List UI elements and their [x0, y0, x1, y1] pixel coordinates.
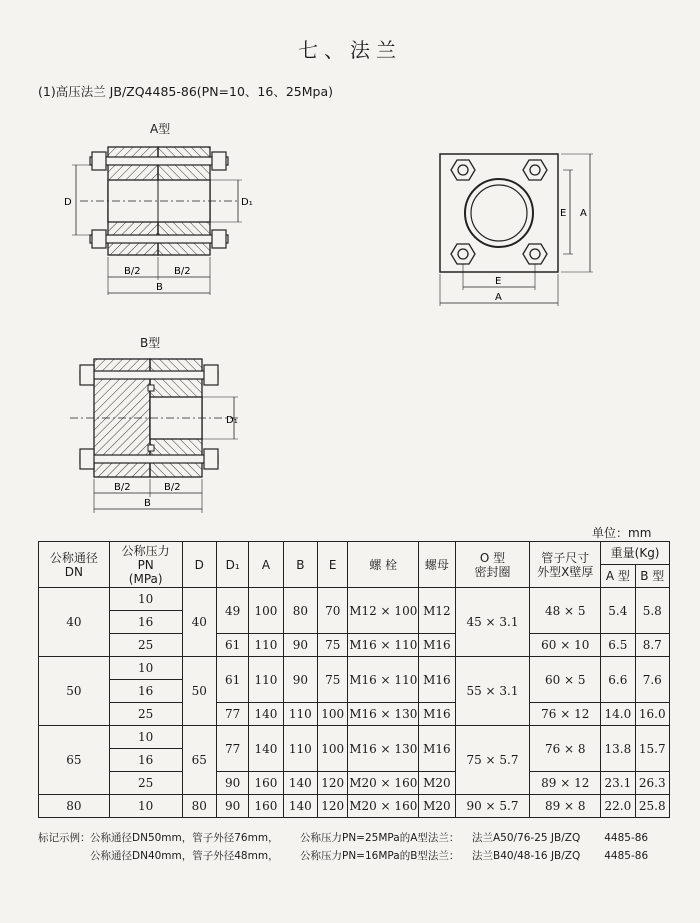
note-line1-d: 4485-86 [604, 832, 649, 844]
note-line1-c: 法兰A50/76-25 JB/ZQ [472, 832, 581, 844]
cell-weight-b: 16.0 [635, 703, 669, 726]
cell-bolt: M12 × 100 [348, 588, 419, 634]
header-b: B [283, 542, 317, 588]
note-line2-d: 4485-86 [604, 850, 649, 862]
cell-d: 50 [182, 657, 216, 726]
marking-example-row [38, 847, 678, 865]
cell-b: 90 [283, 657, 317, 703]
cell-oring: 55 × 3.1 [455, 657, 530, 726]
cell-pn: 16 [109, 680, 182, 703]
cell-pn: 25 [109, 703, 182, 726]
cell-b: 140 [283, 795, 317, 818]
cell-bolt: M20 × 160 [348, 772, 419, 795]
cell-d: 80 [182, 795, 216, 818]
cell-b: 90 [283, 634, 317, 657]
cell-nut: M16 [419, 726, 455, 772]
cell-b: 80 [283, 588, 317, 634]
cell-e: 100 [318, 703, 348, 726]
cell-e: 75 [318, 634, 348, 657]
type-b-dim-b2-right-label: B/2 [164, 482, 181, 493]
cell-weight-b: 7.6 [635, 657, 669, 703]
cell-nut: M12 [419, 588, 455, 634]
cell-oring: 75 × 5.7 [455, 726, 530, 795]
header-pipe-line1: 管子尺寸 [541, 550, 590, 565]
cell-bolt: M16 × 110 [348, 634, 419, 657]
cell-e: 100 [318, 726, 348, 772]
unit-note: 单位：mm [592, 526, 652, 540]
cell-bolt: M20 × 160 [348, 795, 419, 818]
marking-examples [38, 829, 678, 865]
header-dn: 公称通径 DN [39, 542, 110, 588]
cell-a: 110 [249, 634, 283, 657]
cell-d1: 77 [216, 703, 248, 726]
type-b-dim-d1-label: D₁ [226, 415, 238, 426]
cell-pipe: 76 × 8 [530, 726, 601, 772]
header-weight-a: A 型 [601, 565, 635, 588]
header-pipe-line2: 外型X壁厚 [537, 564, 594, 579]
header-pn-line2: PN [137, 557, 154, 572]
note-line2-c: 法兰B40/48-16 JB/ZQ [472, 850, 581, 862]
dim-b-label: B [156, 282, 163, 293]
cell-pn: 16 [109, 611, 182, 634]
cell-pipe: 48 × 5 [530, 588, 601, 634]
table-row [39, 634, 670, 657]
header-oring-line2: 密封圈 [474, 564, 511, 579]
cell-pipe: 60 × 5 [530, 657, 601, 703]
cell-weight-b: 15.7 [635, 726, 669, 772]
cell-d1: 61 [216, 657, 248, 703]
note-line2-b: 公称压力PN=16MPa的B型法兰： [300, 850, 460, 862]
cell-e: 120 [318, 795, 348, 818]
cell-a: 110 [249, 657, 283, 703]
cell-pn: 25 [109, 772, 182, 795]
cell-e: 75 [318, 657, 348, 703]
cell-a: 140 [249, 703, 283, 726]
header-oring-line1: O 型 [479, 550, 506, 565]
table-row [39, 703, 670, 726]
cell-weight-b: 5.8 [635, 588, 669, 634]
header-d1: D₁ [216, 542, 248, 588]
cell-nut: M20 [419, 772, 455, 795]
type-b-dim-b-label: B [144, 498, 151, 509]
cell-nut: M16 [419, 634, 455, 657]
flange-spec-table [38, 541, 670, 818]
dim-d-label: D [64, 197, 72, 208]
cell-pn: 16 [109, 749, 182, 772]
front-dim-a-side-label: A [580, 208, 587, 219]
table-row [39, 588, 670, 611]
cell-bolt: M16 × 130 [348, 703, 419, 726]
cell-a: 100 [249, 588, 283, 634]
type-b-section-drawing [60, 345, 260, 517]
section-heading: (1)高压法兰 JB/ZQ4485-86(PN=10、16、25Mpa) [38, 84, 333, 99]
type-b-dim-b2-left-label: B/2 [114, 482, 131, 493]
page-title: 七、法兰 [298, 38, 402, 62]
header-d: D [182, 542, 216, 588]
cell-weight-a: 23.1 [601, 772, 635, 795]
note-line2-a: 公称通径DN40mm，管子外径48mm， [90, 850, 279, 862]
cell-weight-a: 5.4 [601, 588, 635, 634]
header-pn [109, 542, 182, 588]
cell-d1: 49 [216, 588, 248, 634]
cell-weight-a: 13.8 [601, 726, 635, 772]
cell-dn: 40 [39, 588, 110, 657]
cell-nut: M20 [419, 795, 455, 818]
cell-a: 160 [249, 795, 283, 818]
cell-d1: 90 [216, 795, 248, 818]
cell-pipe: 89 × 8 [530, 795, 601, 818]
header-e: E [318, 542, 348, 588]
type-a-section-drawing [60, 135, 260, 305]
dim-b2-right-label: B/2 [174, 266, 191, 277]
type-b-label: B型 [140, 336, 161, 350]
header-pn-line3: (MPa) [128, 571, 163, 586]
flange-front-view-drawing [425, 150, 605, 310]
cell-e: 120 [318, 772, 348, 795]
cell-pn: 10 [109, 726, 182, 749]
cell-oring: 90 × 5.7 [455, 795, 530, 818]
cell-d: 40 [182, 588, 216, 657]
cell-oring: 45 × 3.1 [455, 588, 530, 657]
cell-weight-a: 6.6 [601, 657, 635, 703]
header-bolt: 螺 栓 [348, 542, 419, 588]
dim-d1-label: D₁ [241, 197, 253, 208]
cell-pn: 10 [109, 588, 182, 611]
cell-nut: M16 [419, 657, 455, 703]
cell-dn: 50 [39, 657, 110, 726]
note-line1-a: 公称通径DN50mm，管子外径76mm， [90, 832, 279, 844]
cell-b: 110 [283, 703, 317, 726]
cell-pipe: 76 × 12 [530, 703, 601, 726]
table-body [39, 588, 670, 818]
header-nut: 螺母 [419, 542, 455, 588]
cell-weight-b: 25.8 [635, 795, 669, 818]
header-a: A [249, 542, 283, 588]
cell-pn: 10 [109, 657, 182, 680]
marking-example-row [38, 829, 678, 847]
header-weight: 重量(Kg) [601, 542, 670, 565]
cell-weight-a: 22.0 [601, 795, 635, 818]
header-weight-b: B 型 [635, 565, 669, 588]
header-oring [455, 542, 530, 588]
cell-bolt: M16 × 130 [348, 726, 419, 772]
cell-weight-b: 8.7 [635, 634, 669, 657]
cell-pn: 10 [109, 795, 182, 818]
front-dim-e-bottom-label: E [495, 276, 502, 287]
table-row [39, 726, 670, 749]
cell-nut: M16 [419, 703, 455, 726]
cell-pn: 25 [109, 634, 182, 657]
cell-pipe: 60 × 10 [530, 634, 601, 657]
cell-weight-a: 6.5 [601, 634, 635, 657]
table-row [39, 795, 670, 818]
front-dim-e-side-label: E [560, 208, 567, 219]
cell-pipe: 89 × 12 [530, 772, 601, 795]
cell-dn: 80 [39, 795, 110, 818]
cell-d1: 90 [216, 772, 248, 795]
dim-b2-left-label: B/2 [124, 266, 141, 277]
header-pipe [530, 542, 601, 588]
cell-a: 160 [249, 772, 283, 795]
type-a-label: A型 [150, 122, 171, 136]
cell-bolt: M16 × 110 [348, 657, 419, 703]
cell-e: 70 [318, 588, 348, 634]
cell-dn: 65 [39, 726, 110, 795]
cell-b: 110 [283, 726, 317, 772]
cell-d1: 77 [216, 726, 248, 772]
header-pn-line1: 公称压力 [121, 543, 170, 558]
cell-d1: 61 [216, 634, 248, 657]
front-dim-a-bottom-label: A [495, 292, 502, 303]
cell-a: 140 [249, 726, 283, 772]
table-row [39, 772, 670, 795]
cell-b: 140 [283, 772, 317, 795]
cell-weight-b: 26.3 [635, 772, 669, 795]
cell-weight-a: 14.0 [601, 703, 635, 726]
cell-d: 65 [182, 726, 216, 795]
notes-label: 标记示例： [38, 832, 91, 844]
note-line1-b: 公称压力PN=25MPa的A型法兰： [300, 832, 460, 844]
table-row [39, 657, 670, 680]
